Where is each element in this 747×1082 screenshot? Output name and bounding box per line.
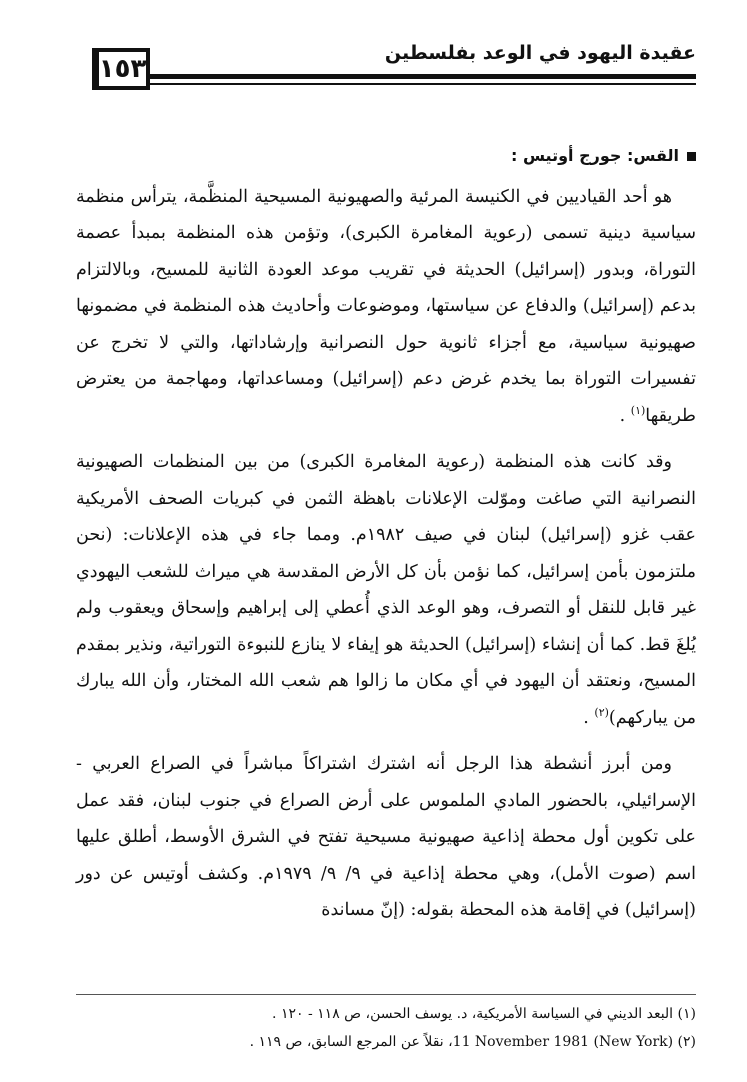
header-rule-thick <box>150 74 696 79</box>
footnote-2: (٢) (New York) 11 November 1981، نقلاً عن المرجع السابق، ص ١١٩ . <box>249 1034 696 1050</box>
section-heading-text: القس: جورج أوتيس : <box>510 146 679 165</box>
paragraph-2 <box>76 444 696 736</box>
square-bullet-icon <box>687 152 696 161</box>
paragraph-1-text: هو أحد القياديين في الكنيسة المرئية والصهيونية المسيحية المنظَّمة، يترأس منظمة سياسية دينية تسمى (رعوية المغامرة الكبرى)، وتؤمن هذه المنظمة بمبدأ عصمة التوراة، وبدور (إسرائيل) الحديثة في تقريب موعد العودة الثانية للمسيح، وبالالتزام بدعم (إسرائيل) والدفاع عن سياستها، وموضوعات وأحاديث هذه المنظمة في مضمونها صهيونية سياسية، مع أجزاء ثانوية حول النصرانية وإرشاداتها، والتي لا تخرج عن تفسيرات التوراة بما يخدم غرض دعم (إسرائيل) ومساعداتها، ومهاجمة من يعترض طريقها <box>76 186 696 426</box>
paragraph-2-text: وقد كانت هذه المنظمة (رعوية المغامرة الكبرى) من بين المنظمات الصهيونية النصرانية التي صاغت وموّلت الإعلانات باهظة الثمن في كبريات الصحف الأمريكية عقب غزو (إسرائيل) لبنان في صيف ١٩٨٢م. ومما جاء في هذه الإعلانات: (نحن ملتزمون بأمن إسرائيل، كما نؤمن بأن كل الأرض المقدسة هي ميراث للشعب اليهودي غير قابل للنقل أو التصرف، وهو الوعد الذي أُعطي إلى إبراهيم وإسحاق ويعقوب ولم يُلغَ قط. كما أن إنشاء (إسرائيل) الحديثة هو إيفاء لا ينازع للنبوءة التوراتية، ونذير بمقدم المسيح، ونعتقد أن اليهود في أي مكان ما زالوا هم شعب الله المختار، وأن الله يبارك من يباركهم) <box>76 452 696 728</box>
footnote-divider <box>76 994 696 995</box>
section-heading <box>76 138 696 175</box>
page-number: ١٥٣ <box>92 48 150 90</box>
footnotes <box>76 1000 696 1056</box>
running-title: عقيدة اليهود في الوعد بفلسطين <box>384 42 696 64</box>
header-rule-thin <box>150 83 696 85</box>
footnote-ref-1[interactable]: (١) <box>630 403 646 417</box>
paragraph-3-text: ومن أبرز أنشطة هذا الرجل أنه اشترك اشتراكاً مباشراً في الصراع العربي - الإسرائيلي، بالحضور المادي الملموس على أرض الصراع في جنوب لبنان، فقد عمل على تكوين أول محطة إذاعية صهيونية مسيحية تفتح في الشرق الأوسط، أطلق عليها اسم (صوت الأمل)، وهي محطة إذاعية في ٩/ ٩/ ١٩٧٩م. وكشف أوتيس عن دور (إسرائيل) في إقامة هذه المحطة بقوله: (إنّ مساندة <box>76 754 696 920</box>
paragraph-1-tail: . <box>619 405 631 426</box>
footnote-1: (١) البعد الديني في السياسة الأمريكية، د. يوسف الحسن، ص ١١٨ - ١٢٠ . <box>272 1006 696 1022</box>
paragraph-2-tail: . <box>583 707 595 728</box>
paragraph-1 <box>76 179 696 435</box>
paragraph-3 <box>76 746 696 929</box>
footnote-ref-2[interactable]: (٢) <box>594 705 609 719</box>
main-content <box>76 138 696 929</box>
page-header <box>90 38 696 100</box>
